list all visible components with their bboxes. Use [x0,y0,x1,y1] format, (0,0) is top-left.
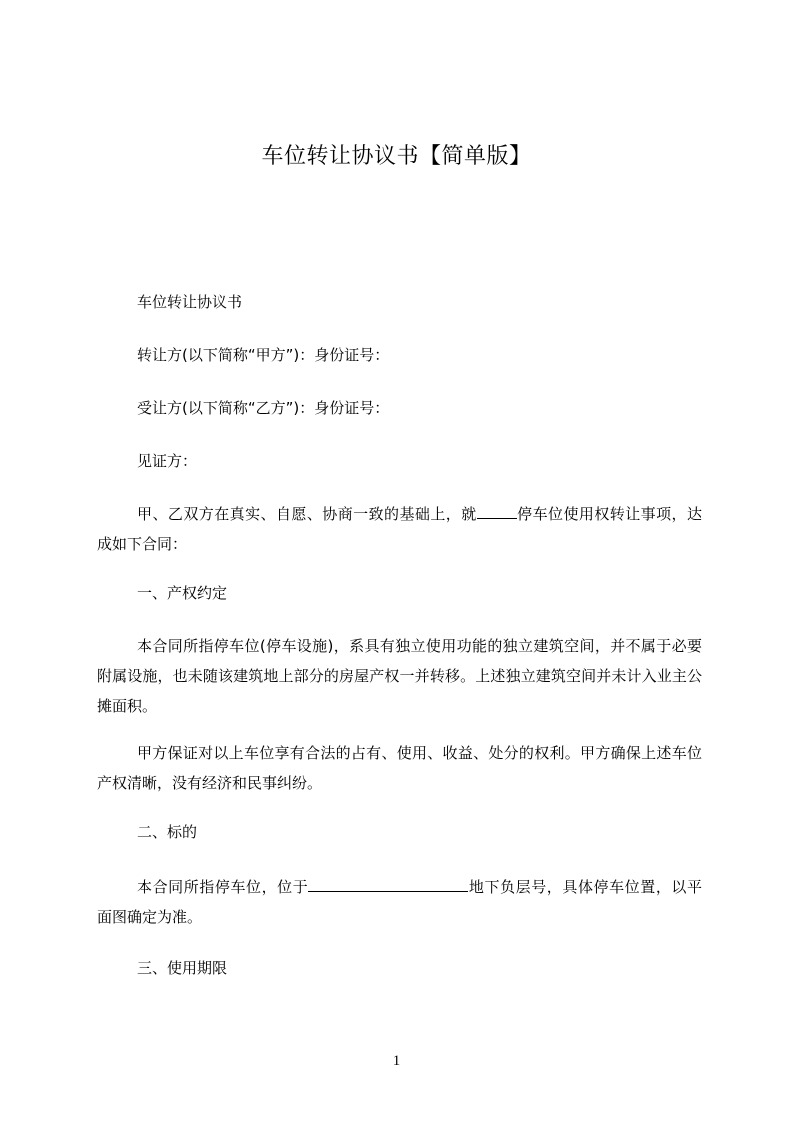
blank-line [308,873,468,892]
intro-text-a: 甲、乙双方在真实、自愿、协商一致的基础上，就 [137,505,477,523]
intro-paragraph [97,499,702,559]
transferee-line: 受让方(以下简称“乙方”)：身份证号： [137,399,390,417]
section-2-paragraph [97,872,702,932]
section-2-text-b: 地下负层号，具体停车位置，以平面图确定为准。 [97,878,702,926]
section-2-text-a: 本合同所指停车位，位于 [137,878,309,896]
transferor-line: 转让方(以下简称“甲方”)：身份证号： [137,346,390,364]
agreement-heading: 车位转让协议书 [137,293,243,311]
intro-text-b: 停车位使用权转让事项，达成如下合同： [97,505,702,553]
document-title: 车位转让协议书【简单版】 [261,144,532,169]
blank-line [477,500,517,519]
section-2-title: 二、标的 [137,823,198,841]
section-1-title: 一、产权约定 [137,584,228,602]
witness-line: 见证方： [137,452,198,470]
page-number: 1 [392,1053,401,1069]
section-3-title: 三、使用期限 [137,959,228,977]
section-1-paragraph-2: 甲方保证对以上车位享有合法的占有、使用、收益、处分的权利。甲方确保上述车位产权清晰，没有经济和民事纠纷。 [97,744,702,792]
section-1-paragraph-1: 本合同所指停车位(停车设施)，系具有独立使用功能的独立建筑空间，并不属于必要附属设施，也未随该建筑地上部分的房屋产权一并转移。上述独立建筑空间并未计入业主公摊面积。 [97,637,702,715]
